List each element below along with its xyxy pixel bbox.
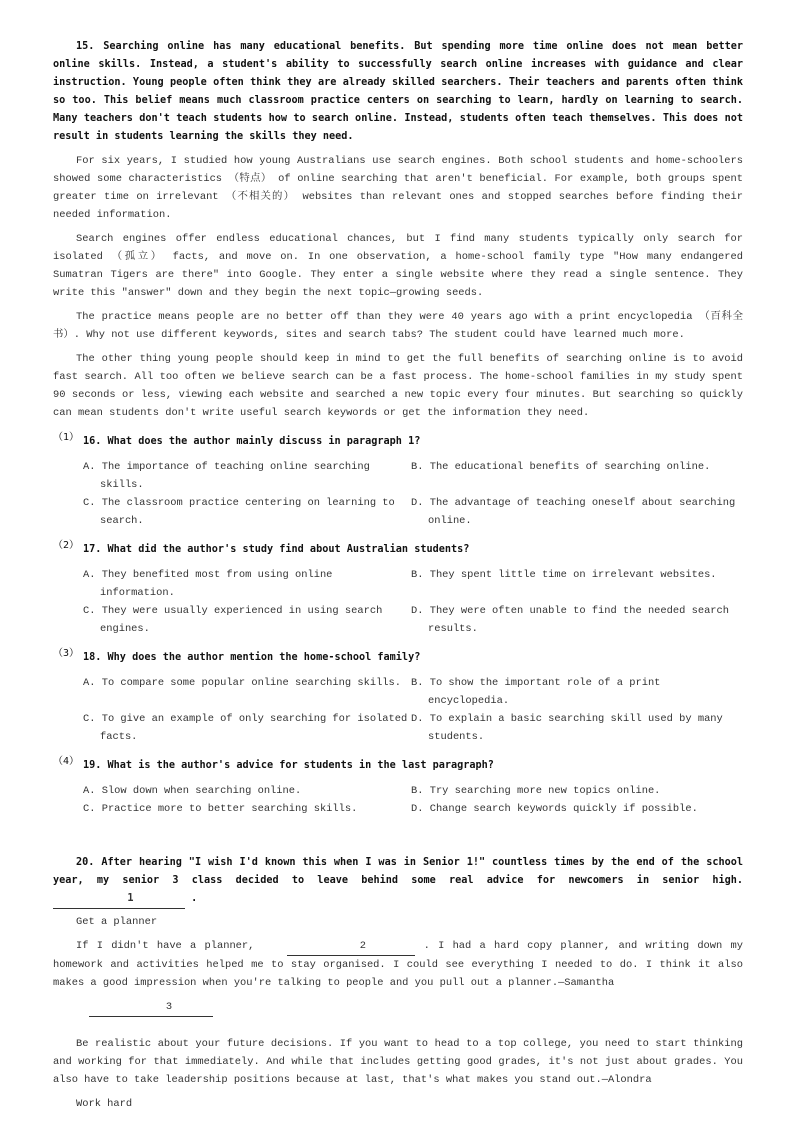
- question-stem: 18. Why does the author mention the home-school family?: [83, 652, 421, 663]
- options: [83, 782, 743, 818]
- option-a[interactable]: A. The importance of teaching online searching skills.: [83, 461, 370, 491]
- passage1-paragraph-4: The practice means people are no better off than they were 40 years ago with a print encyclopedia （百科全书）. Why not use different keywords, sites and search tabs? The student could have learned much more.: [53, 311, 743, 341]
- option-d[interactable]: D. The advantage of teaching oneself about searching online.: [411, 497, 736, 527]
- options: [83, 566, 743, 638]
- option-c[interactable]: C. They were usually experienced in using search engines.: [83, 605, 383, 635]
- question-19: [53, 752, 743, 818]
- blank-3[interactable]: 3: [89, 998, 213, 1017]
- passage1-intro: 15. Searching online has many educational benefits. But spending more time online does not mean better online skills. Instead, a student's ability to successfully search online increases with guidance and clear instruction. Young people often think they are already skilled searchers. Their teachers and parents often think so too. This belief means much classroom practice centers on searching to learn, hardly on learning to search. Many teachers don't teach students how to search online. Instead, students often teach themselves. This does not result in students learning the skills they need.: [53, 41, 743, 142]
- heading-blank-3: [53, 998, 743, 1017]
- question-16: [53, 428, 743, 530]
- option-a[interactable]: A. To compare some popular online searching skills.: [83, 677, 402, 689]
- option-d[interactable]: D. Change search keywords quickly if possible.: [411, 803, 698, 815]
- question-stem: 17. What did the author's study find about Australian students?: [83, 544, 470, 555]
- option-d[interactable]: D. To explain a basic searching skill used by many students.: [411, 713, 723, 743]
- option-d[interactable]: D. They were often unable to find the needed search results.: [411, 605, 730, 635]
- option-c[interactable]: C. The classroom practice centering on learning to search.: [83, 497, 395, 527]
- options: [83, 458, 743, 530]
- question-number: （4）: [53, 756, 80, 767]
- heading-get-planner: Get a planner: [76, 916, 158, 928]
- question-stem: 16. What does the author mainly discuss in paragraph 1?: [83, 436, 421, 447]
- option-b[interactable]: B. The educational benefits of searching online.: [411, 461, 711, 473]
- question-number: （1）: [53, 432, 80, 443]
- option-c[interactable]: C. To give an example of only searching for isolated facts.: [83, 713, 408, 743]
- question-stem: 19. What is the author's advice for students in the last paragraph?: [83, 760, 494, 771]
- passage2-intro: 20. After hearing "I wish I'd known this when I was in Senior 1!" countless times by the end of the school year, my senior 3 class decided to leave behind some real advice for newcomers in senior high. 1 .: [53, 854, 743, 909]
- passage2-paragraph-1: If I didn't have a planner, 2 . I had a hard copy planner, and writing down my homework and activities helped me to stay organised. I could see everything I needed to do. I think it also makes a good impression when you're talking to people and you pull out a planner.—Samantha: [53, 937, 743, 992]
- heading-work-hard: Work hard: [76, 1098, 133, 1110]
- question-number: （2）: [53, 540, 80, 551]
- option-b[interactable]: B. To show the important role of a print encyclopedia.: [411, 677, 661, 707]
- document-page: [53, 38, 743, 1119]
- question-18: [53, 644, 743, 746]
- passage1-paragraph-2: For six years, I studied how young Australians use search engines. Both school students and home-schoolers showed some characteristics （特点） of online searching that aren't beneficial. For example, both groups spent greater time on irrelevant （不相关的） websites than relevant ones and stopped searches before finding their needed information.: [53, 155, 743, 221]
- options: [83, 674, 743, 746]
- blank-2[interactable]: 2: [287, 937, 415, 956]
- option-a[interactable]: A. They benefited most from using online information.: [83, 569, 333, 599]
- option-b[interactable]: B. They spent little time on irrelevant websites.: [411, 569, 717, 581]
- question-17: [53, 536, 743, 638]
- passage2-paragraph-2: Be realistic about your future decisions. If you want to head to a top college, you need to start thinking and working for that immediately. And while that includes getting good grades, it's not just about grades. You also have to take leadership positions because at last, that's what makes you stand out.—Alondra: [53, 1038, 743, 1086]
- passage1-paragraph-5: The other thing young people should keep in mind to get the full benefits of searching online is to avoid fast search. All too often we believe search can be a fast process. The home-school families in my study spent 90 seconds or less, viewing each website and searched a new topic every four minutes. But searching so quickly can mean students don't write useful search keywords or get the information they need.: [53, 353, 743, 419]
- passage1-paragraph-3: Search engines offer endless educational chances, but I find many students typically only search for isolated （孤立） facts, and move on. In one observation, a home-school family type "How many endangered Sumatran Tigers are there" into Google. They enter a single website where they read a single sentence. They write this "answer" down and they begin the next topic—growing seeds.: [53, 233, 743, 299]
- option-a[interactable]: A. Slow down when searching online.: [83, 785, 302, 797]
- option-c[interactable]: C. Practice more to better searching skills.: [83, 803, 358, 815]
- option-b[interactable]: B. Try searching more new topics online.: [411, 785, 661, 797]
- blank-1[interactable]: 1: [53, 890, 185, 909]
- question-number: （3）: [53, 648, 80, 659]
